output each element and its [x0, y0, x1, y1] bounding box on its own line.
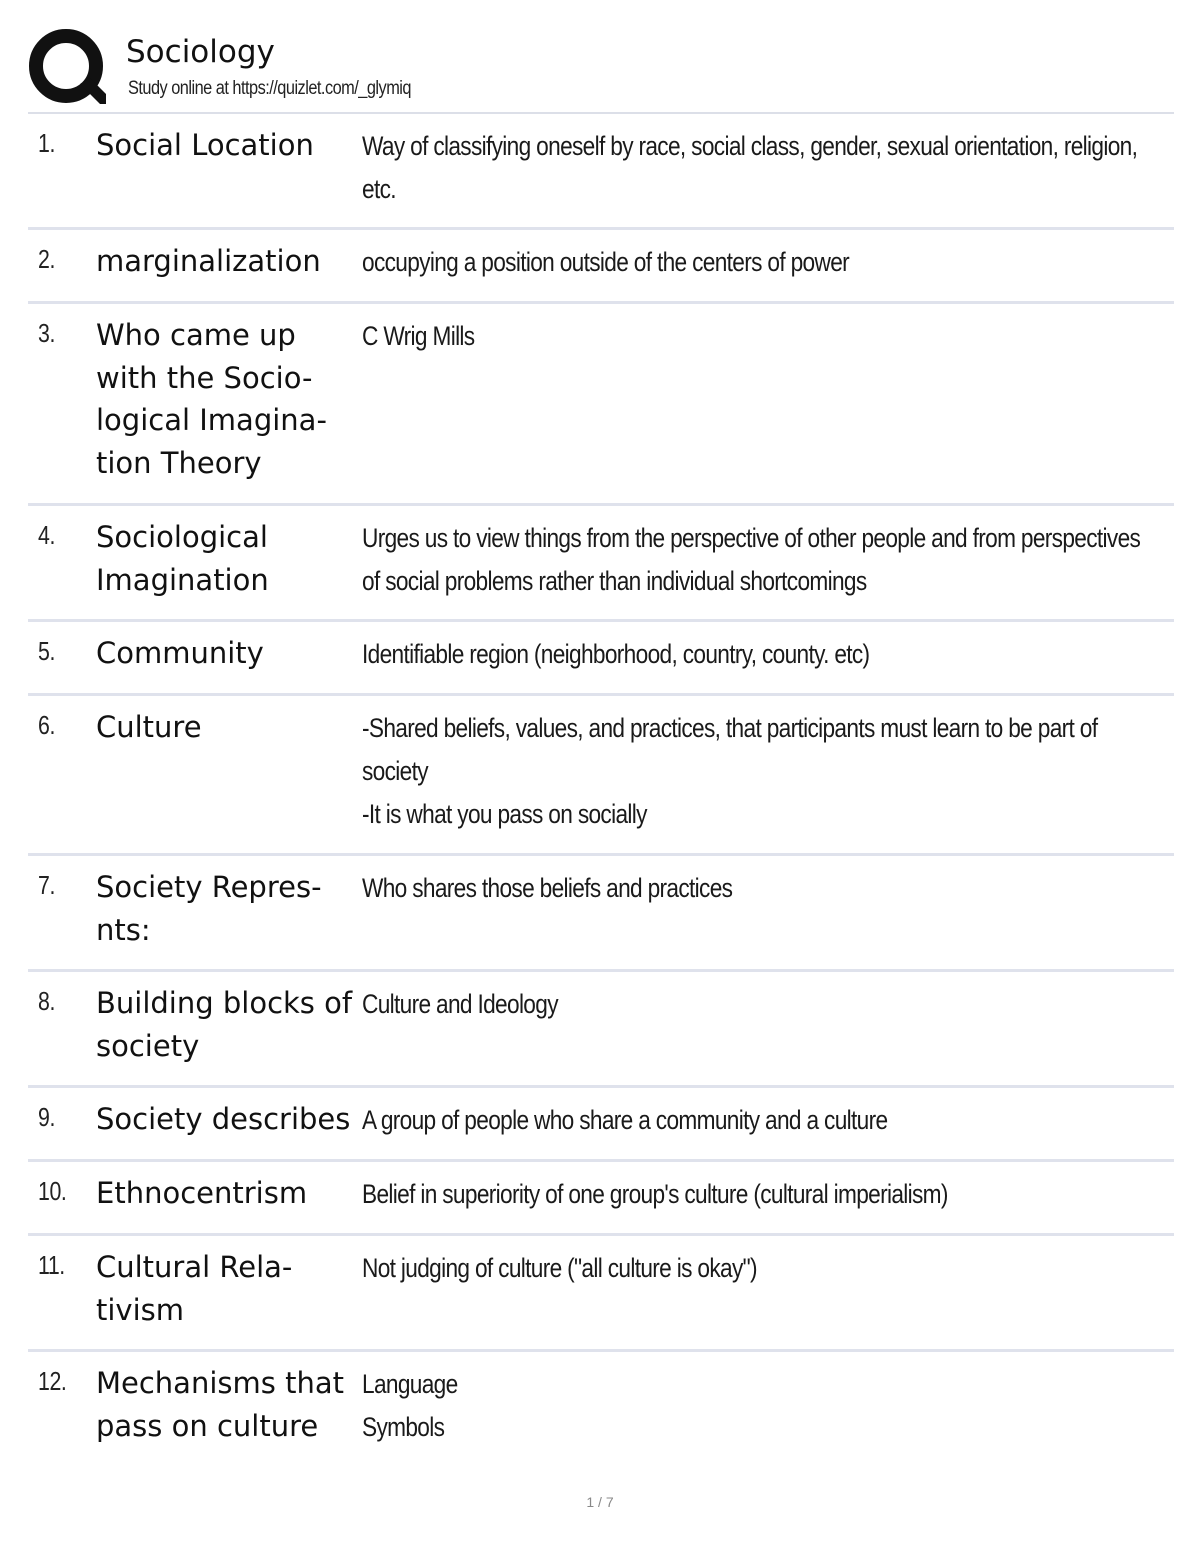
- definition-line: C Wrig Mills: [362, 321, 475, 351]
- card-term: [96, 1098, 366, 1141]
- card-number: 4.: [38, 520, 55, 550]
- card-definition: [362, 517, 1177, 603]
- definition-line: Way of classifying oneself by race, social class, gender, sexual orientation, religion,: [362, 131, 1138, 161]
- card-term: [96, 866, 366, 951]
- definition-line: -Shared beliefs, values, and practices, that participants must learn to be part of: [362, 713, 1098, 743]
- card-term: [96, 1246, 366, 1331]
- term-line: Society Repres-: [96, 870, 322, 904]
- card-term: [96, 124, 366, 167]
- flashcard-row: [28, 1088, 1174, 1162]
- card-number: 11.: [38, 1250, 65, 1280]
- definition-line: Belief in superiority of one group's culture (cultural imperialism): [362, 1179, 948, 1209]
- card-definition: [362, 633, 1177, 676]
- definition-line: of social problems rather than individual shortcomings: [362, 566, 867, 596]
- term-line: marginalization: [96, 244, 321, 278]
- card-definition: [362, 315, 1177, 358]
- definition-line: A group of people who share a community and a culture: [362, 1105, 888, 1135]
- card-definition: [362, 867, 1177, 910]
- card-definition: [362, 125, 1177, 211]
- term-line: Cultural Rela-: [96, 1250, 293, 1284]
- flashcard-row: [28, 972, 1174, 1088]
- flashcard-row: [28, 1162, 1174, 1236]
- card-term: [96, 982, 366, 1067]
- card-number: 2.: [38, 244, 55, 274]
- card-term: [96, 706, 366, 749]
- flashcard-row: [28, 622, 1174, 696]
- term-line: Ethnocentrism: [96, 1176, 308, 1210]
- flashcard-row: [28, 1352, 1174, 1478]
- definition-line: Not judging of culture ("all culture is okay"): [362, 1253, 757, 1283]
- document-title: Sociology: [126, 34, 275, 70]
- card-term: [96, 240, 366, 283]
- flashcard-row: [28, 1236, 1174, 1352]
- card-definition: [362, 707, 1177, 836]
- term-line: Community: [96, 636, 264, 670]
- flashcard-row: [28, 856, 1174, 972]
- definition-line: Who shares those beliefs and practices: [362, 873, 733, 903]
- term-line: Society describes: [96, 1102, 351, 1136]
- study-online-link-text: Study online at https://quizlet.com/_glymiq: [128, 78, 411, 99]
- card-number: 10.: [38, 1176, 67, 1206]
- definition-line: Language: [362, 1369, 458, 1399]
- card-number: 3.: [38, 318, 55, 348]
- card-definition: [362, 241, 1177, 284]
- flashcard-row: [28, 230, 1174, 304]
- term-line: tivism: [96, 1292, 185, 1327]
- card-definition: [362, 1247, 1177, 1290]
- term-line: logical Imagina-: [96, 403, 327, 437]
- card-definition: [362, 1099, 1177, 1142]
- card-term: [96, 1362, 366, 1447]
- definition-line: Identifiable region (neighborhood, country, county. etc): [362, 639, 870, 669]
- term-line: tion Theory: [96, 445, 262, 480]
- definition-line: Urges us to view things from the perspective of other people and from perspectives: [362, 523, 1141, 553]
- term-line: nts:: [96, 912, 151, 947]
- card-definition: [362, 983, 1177, 1026]
- term-line: Who came up: [96, 318, 296, 352]
- definition-line: Symbols: [362, 1412, 445, 1442]
- definition-line: -It is what you pass on socially: [362, 799, 647, 829]
- card-number: 6.: [38, 710, 55, 740]
- term-line: Social Location: [96, 128, 314, 162]
- flashcard-list: [28, 114, 1174, 1478]
- term-line: Mechanisms that: [96, 1366, 344, 1400]
- card-term: [96, 516, 366, 601]
- card-number: 9.: [38, 1102, 55, 1132]
- card-term: [96, 632, 366, 675]
- flashcard-row: [28, 506, 1174, 622]
- term-line: Imagination: [96, 562, 269, 597]
- card-definition: [362, 1363, 1177, 1449]
- definition-line: etc.: [362, 174, 396, 204]
- definition-line: Culture and Ideology: [362, 989, 558, 1019]
- card-number: 12.: [38, 1366, 67, 1396]
- definition-line: occupying a position outside of the centers of power: [362, 247, 850, 277]
- card-number: 1.: [38, 128, 55, 158]
- term-line: pass on culture: [96, 1408, 319, 1443]
- term-line: Sociological: [96, 520, 268, 554]
- card-definition: [362, 1173, 1177, 1216]
- term-line: Building blocks of: [96, 986, 353, 1020]
- card-term: [96, 314, 366, 484]
- quizlet-logo-icon: [28, 28, 108, 108]
- term-line: with the Socio-: [96, 360, 313, 395]
- term-line: society: [96, 1028, 200, 1063]
- flashcard-row: [28, 304, 1174, 506]
- card-number: 7.: [38, 870, 55, 900]
- page-number: 1 / 7: [586, 1494, 614, 1510]
- flashcard-row: [28, 696, 1174, 856]
- document-header: [28, 28, 1174, 112]
- flashcard-row: [28, 114, 1174, 230]
- card-term: [96, 1172, 366, 1215]
- term-line: Culture: [96, 710, 202, 744]
- card-number: 8.: [38, 986, 55, 1016]
- card-number: 5.: [38, 636, 55, 666]
- definition-line: society: [362, 756, 428, 786]
